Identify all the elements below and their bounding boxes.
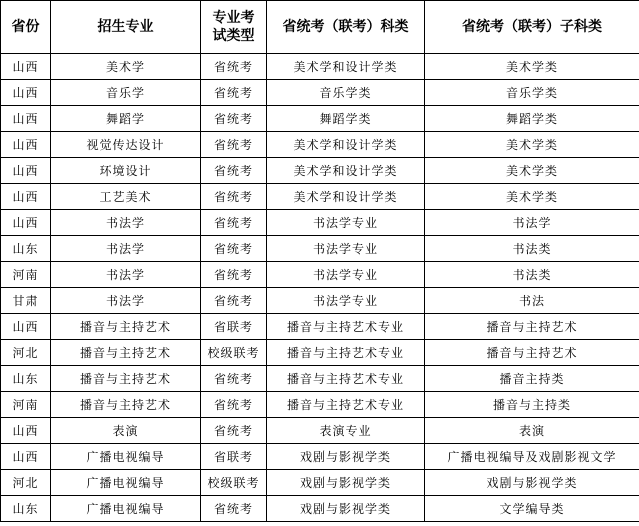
subcategory-cell: 戏剧与影视学类 bbox=[425, 470, 639, 496]
province-cell: 山东 bbox=[1, 236, 51, 262]
header-category: 省统考（联考）科类 bbox=[267, 1, 425, 54]
major-cell: 书法学 bbox=[51, 262, 201, 288]
subcategory-cell: 书法学 bbox=[425, 210, 639, 236]
exam-type-cell: 省统考 bbox=[201, 158, 267, 184]
major-cell: 美术学 bbox=[51, 54, 201, 80]
header-exam-type: 专业考试类型 bbox=[201, 1, 267, 54]
major-cell: 书法学 bbox=[51, 288, 201, 314]
category-cell: 播音与主持艺术专业 bbox=[267, 314, 425, 340]
subcategory-cell: 舞蹈学类 bbox=[425, 106, 639, 132]
exam-type-cell: 省统考 bbox=[201, 418, 267, 444]
exam-type-cell: 校级联考 bbox=[201, 470, 267, 496]
subcategory-cell: 广播电视编导及戏剧影视文学 bbox=[425, 444, 639, 470]
major-cell: 播音与主持艺术 bbox=[51, 314, 201, 340]
province-cell: 河南 bbox=[1, 392, 51, 418]
exam-type-cell: 省统考 bbox=[201, 106, 267, 132]
exam-type-cell: 省统考 bbox=[201, 262, 267, 288]
major-cell: 音乐学 bbox=[51, 80, 201, 106]
major-cell: 表演 bbox=[51, 418, 201, 444]
category-cell: 戏剧与影视学类 bbox=[267, 470, 425, 496]
table-row bbox=[1, 496, 639, 522]
subcategory-cell: 播音与主持艺术 bbox=[425, 314, 639, 340]
major-cell: 书法学 bbox=[51, 210, 201, 236]
category-cell: 舞蹈学类 bbox=[267, 106, 425, 132]
category-cell: 美术学和设计学类 bbox=[267, 184, 425, 210]
province-cell: 山西 bbox=[1, 106, 51, 132]
exam-type-cell: 省统考 bbox=[201, 496, 267, 522]
category-cell: 书法学专业 bbox=[267, 262, 425, 288]
subcategory-cell: 书法 bbox=[425, 288, 639, 314]
table-row bbox=[1, 158, 639, 184]
table-row bbox=[1, 366, 639, 392]
subcategory-cell: 美术学类 bbox=[425, 132, 639, 158]
subcategory-cell: 美术学类 bbox=[425, 158, 639, 184]
subcategory-cell: 美术学类 bbox=[425, 54, 639, 80]
table-row bbox=[1, 210, 639, 236]
province-cell: 山西 bbox=[1, 210, 51, 236]
subcategory-cell: 美术学类 bbox=[425, 184, 639, 210]
table-row bbox=[1, 340, 639, 366]
subcategory-cell: 播音主持类 bbox=[425, 366, 639, 392]
province-cell: 河北 bbox=[1, 340, 51, 366]
category-cell: 美术学和设计学类 bbox=[267, 132, 425, 158]
major-cell: 播音与主持艺术 bbox=[51, 340, 201, 366]
exam-type-cell: 省联考 bbox=[201, 444, 267, 470]
category-cell: 表演专业 bbox=[267, 418, 425, 444]
major-cell: 工艺美术 bbox=[51, 184, 201, 210]
province-cell: 山西 bbox=[1, 54, 51, 80]
exam-type-cell: 省统考 bbox=[201, 54, 267, 80]
province-cell: 山东 bbox=[1, 496, 51, 522]
table-row bbox=[1, 314, 639, 340]
major-cell: 广播电视编导 bbox=[51, 444, 201, 470]
category-cell: 戏剧与影视学类 bbox=[267, 444, 425, 470]
category-cell: 戏剧与影视学类 bbox=[267, 496, 425, 522]
subcategory-cell: 音乐学类 bbox=[425, 80, 639, 106]
major-cell: 舞蹈学 bbox=[51, 106, 201, 132]
province-cell: 山西 bbox=[1, 314, 51, 340]
category-cell: 播音与主持艺术专业 bbox=[267, 366, 425, 392]
exam-type-cell: 校级联考 bbox=[201, 340, 267, 366]
exam-type-cell: 省联考 bbox=[201, 314, 267, 340]
subcategory-cell: 书法类 bbox=[425, 236, 639, 262]
table-row bbox=[1, 288, 639, 314]
major-cell: 播音与主持艺术 bbox=[51, 392, 201, 418]
province-cell: 山西 bbox=[1, 418, 51, 444]
exam-type-cell: 省统考 bbox=[201, 236, 267, 262]
province-cell: 山西 bbox=[1, 158, 51, 184]
major-cell: 播音与主持艺术 bbox=[51, 366, 201, 392]
major-cell: 环境设计 bbox=[51, 158, 201, 184]
table-row bbox=[1, 132, 639, 158]
table-row bbox=[1, 54, 639, 80]
exam-type-cell: 省统考 bbox=[201, 80, 267, 106]
category-cell: 音乐学类 bbox=[267, 80, 425, 106]
category-cell: 书法学专业 bbox=[267, 288, 425, 314]
exam-type-cell: 省统考 bbox=[201, 184, 267, 210]
category-cell: 播音与主持艺术专业 bbox=[267, 392, 425, 418]
subcategory-cell: 播音与主持类 bbox=[425, 392, 639, 418]
table-body bbox=[1, 54, 639, 522]
exam-type-cell: 省统考 bbox=[201, 288, 267, 314]
major-cell: 广播电视编导 bbox=[51, 496, 201, 522]
table-row bbox=[1, 80, 639, 106]
province-cell: 山西 bbox=[1, 80, 51, 106]
major-cell: 广播电视编导 bbox=[51, 470, 201, 496]
category-cell: 书法学专业 bbox=[267, 236, 425, 262]
province-cell: 山东 bbox=[1, 366, 51, 392]
table-row bbox=[1, 236, 639, 262]
subcategory-cell: 表演 bbox=[425, 418, 639, 444]
province-cell: 山西 bbox=[1, 444, 51, 470]
subcategory-cell: 文学编导类 bbox=[425, 496, 639, 522]
subcategory-cell: 播音与主持艺术 bbox=[425, 340, 639, 366]
category-cell: 书法学专业 bbox=[267, 210, 425, 236]
header-major: 招生专业 bbox=[51, 1, 201, 54]
category-cell: 播音与主持艺术专业 bbox=[267, 340, 425, 366]
province-cell: 河南 bbox=[1, 262, 51, 288]
table-row bbox=[1, 262, 639, 288]
province-cell: 河北 bbox=[1, 470, 51, 496]
table-row bbox=[1, 444, 639, 470]
exam-type-cell: 省统考 bbox=[201, 132, 267, 158]
header-row bbox=[1, 1, 639, 54]
exam-type-cell: 省统考 bbox=[201, 366, 267, 392]
province-cell: 山西 bbox=[1, 184, 51, 210]
exam-type-cell: 省统考 bbox=[201, 210, 267, 236]
major-cell: 视觉传达设计 bbox=[51, 132, 201, 158]
province-cell: 山西 bbox=[1, 132, 51, 158]
header-subcategory: 省统考（联考）子科类 bbox=[425, 1, 639, 54]
province-cell: 甘肃 bbox=[1, 288, 51, 314]
category-cell: 美术学和设计学类 bbox=[267, 54, 425, 80]
category-cell: 美术学和设计学类 bbox=[267, 158, 425, 184]
subcategory-cell: 书法类 bbox=[425, 262, 639, 288]
header-province: 省份 bbox=[1, 1, 51, 54]
table-row bbox=[1, 106, 639, 132]
table-row bbox=[1, 392, 639, 418]
table-row bbox=[1, 418, 639, 444]
table-row bbox=[1, 470, 639, 496]
exam-type-cell: 省统考 bbox=[201, 392, 267, 418]
major-cell: 书法学 bbox=[51, 236, 201, 262]
table-row bbox=[1, 184, 639, 210]
